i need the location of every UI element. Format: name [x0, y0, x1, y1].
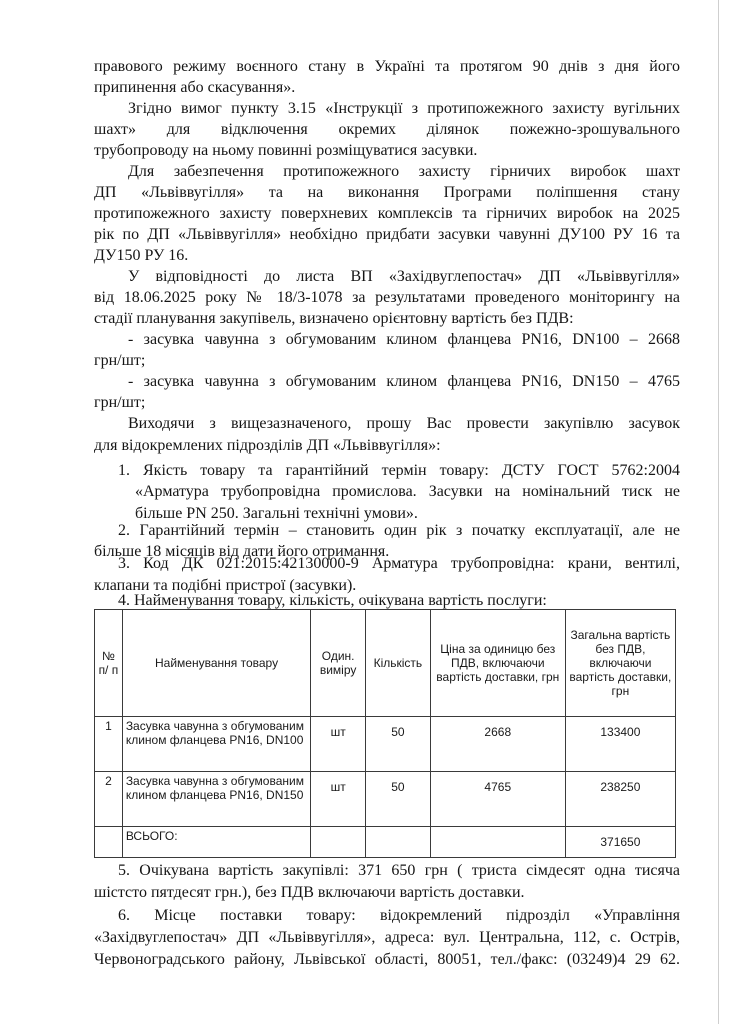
paragraph-line: грн/шт; [94, 352, 146, 369]
paragraph-line: - засувка чавунна з обгумованим клином фланцева PN16, DN150 – 4765 [128, 373, 680, 390]
total-unit-empty [311, 827, 366, 858]
header-price: Ціна за одиницю без ПДВ, включаючи вартість доставки, грн [430, 610, 565, 717]
row-name: Засувка чавунна з обгумованим клином фланцева PN16, DN150 [122, 772, 311, 827]
list-item-3-line: клапани та подібні пристрої (засувки). [94, 577, 357, 594]
paragraph-line: для відокремлених підрозділів ДП «Львіввугілля»: [94, 437, 441, 454]
list-item-5-line: 5. Очікувана вартість закупівлі: 371 650 грн ( триста сімдесят одна тисяча [118, 862, 680, 879]
items-table [94, 609, 676, 858]
total-price-empty [430, 827, 565, 858]
header-num: № п/ п [95, 610, 123, 717]
paragraph-line: Виходячи з вищезазначеного, прошу Вас провести закупівлю засувок [128, 415, 680, 432]
row-total: 133400 [565, 717, 675, 772]
row-qty: 50 [365, 772, 430, 827]
row-price: 4765 [430, 772, 565, 827]
row-num: 2 [95, 772, 123, 827]
list-item-1-line: «Арматура трубопровідна промислова. Засувки на номінальний тиск не [135, 483, 680, 500]
total-qty-empty [365, 827, 430, 858]
paragraph-line: - засувка чавунна з обгумованим клином фланцева PN16, DN100 – 2668 [128, 331, 680, 348]
list-item-1-line: 1. Якість товару та гарантійний термін товару: ДСТУ ГОСТ 5762:2004 [118, 462, 680, 479]
row-unit: шт [311, 717, 366, 772]
row-unit: шт [311, 772, 366, 827]
paragraph-line: припинення або скасування». [94, 79, 296, 96]
paragraph-line: трубопроводу на ньому повинні розміщуватися засувки. [94, 142, 478, 159]
header-unit: Один. виміру [311, 610, 366, 717]
table-row [95, 772, 676, 827]
list-item-2-line: більше 18 місяців від дати його отримання. [94, 543, 390, 560]
row-name: Засувка чавунна з обгумованим клином фланцева PN16, DN100 [122, 717, 311, 772]
total-label: ВСЬОГО: [122, 827, 311, 858]
row-total: 238250 [565, 772, 675, 827]
table-total-row [95, 827, 676, 858]
list-item-5-line: шістсто пятдесят грн.), без ПДВ включаючи вартість доставки. [94, 884, 525, 901]
paragraph-line: У відповідності до листа ВП «Західвуглепостач» ДП «Львіввугілля» [128, 268, 680, 285]
list-item-4-line: 4. Найменування товару, кількість, очікувана вартість послуги: [118, 592, 547, 609]
table-header-row [95, 610, 676, 717]
list-item-6-line: «Західвуглепостач» ДП «Львіввугілля», адреса: вул. Центральна, 112, с. Острів, [94, 929, 680, 946]
list-item-1-line: більше PN 250. Загальні технічні умови». [135, 505, 418, 522]
table-row [95, 717, 676, 772]
paragraph-line: ДП «Львіввугілля» та на виконання Програми поліпшення стану [94, 184, 680, 201]
paragraph-line: протипожежного захисту поверхневих комплексів та гірничих виробок на 2025 [94, 205, 680, 222]
paragraph-line: грн/шт; [94, 394, 146, 411]
row-price: 2668 [430, 717, 565, 772]
paragraph-line: Згідно вимог пункту 3.15 «Інструкції з протипожежного захисту вугільних [128, 100, 680, 117]
row-num: 1 [95, 717, 123, 772]
total-num-empty [95, 827, 123, 858]
row-qty: 50 [365, 717, 430, 772]
paragraph-line: ДУ150 РУ 16. [94, 247, 189, 264]
paragraph-line: стадії планування закупівель, визначено орієнтовну вартість без ПДВ: [94, 310, 574, 327]
paragraph-line: шахт» для відключення окремих ділянок пожежно-зрошувального [94, 121, 680, 138]
paragraph-line: від 18.06.2025 року № 18/3-1078 за результатами проведеного моніторингу на [94, 289, 680, 306]
paragraph-line: правового режиму воєнного стану в Україні та протягом 90 днів з дня його [94, 58, 680, 75]
paragraph-line: рік по ДП «Львіввугілля» необхідно придбати засувки чавунні ДУ100 РУ 16 та [94, 226, 680, 243]
total-value: 371650 [565, 827, 675, 858]
list-item-6-line: 6. Місце поставки товару: відокремлений підрозділ «Управління [118, 907, 680, 924]
list-item-3-line: 3. Код ДК 021:2015:42130000-9 Арматура трубопровідна: крани, вентилі, [118, 555, 680, 572]
header-name: Найменування товару [122, 610, 311, 717]
paragraph-line: Для забезпечення протипожежного захисту гірничих виробок шахт [128, 163, 680, 180]
header-total: Загальна вартість без ПДВ, включаючи вартість доставки, грн [565, 610, 675, 717]
list-item-6-line: Червоноградського району, Львівської області, 80051, тел./факс: (03249)4 29 62. [94, 951, 680, 968]
header-qty: Кількість [365, 610, 430, 717]
page-edge-divider [718, 0, 719, 1024]
list-item-2-line: 2. Гарантійний термін – становить один рік з початку експлуатації, але не [118, 522, 680, 539]
